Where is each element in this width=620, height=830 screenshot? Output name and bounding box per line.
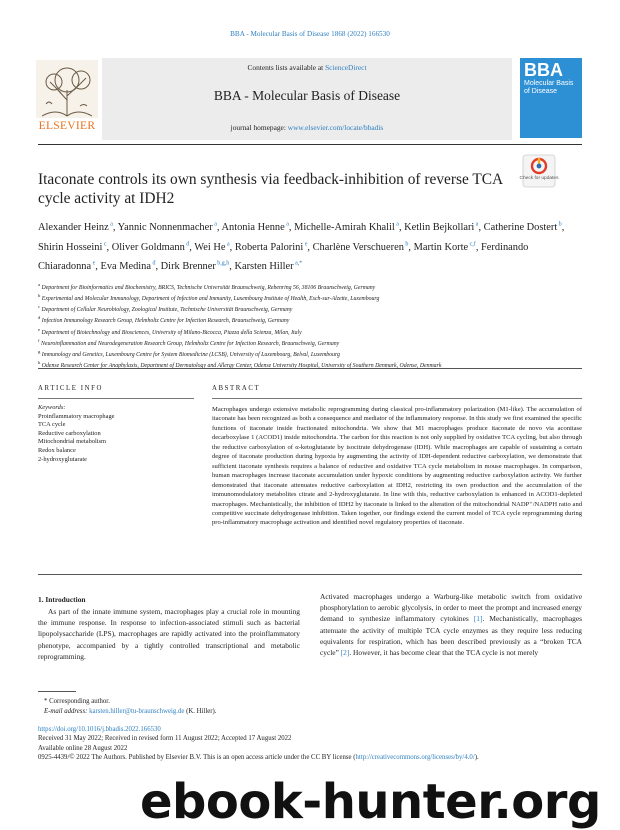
article-title: Itaconate controls its own synthesis via feedback-inhibition of reverse TCA cycle activity at IDH2: [38, 171, 503, 207]
author-name: Wei He: [194, 241, 226, 253]
citation-link-1[interactable]: [1]: [473, 614, 483, 624]
footnote-rule: [38, 691, 76, 692]
sciencedirect-link[interactable]: ScienceDirect: [325, 63, 367, 72]
author-name: Dirk Brenner: [160, 261, 216, 273]
keywords-block: [38, 404, 198, 464]
keyword-item: TCA cycle: [38, 421, 66, 429]
author-affiliation-marker[interactable]: a,*: [293, 260, 303, 267]
author-affiliation-marker[interactable]: d: [184, 241, 190, 248]
homepage-link[interactable]: www.elsevier.com/locate/bbadis: [287, 123, 384, 132]
corresponding-author-note: Corresponding author.: [49, 698, 110, 705]
abstract-bottom-rule: [38, 574, 582, 575]
received-dates: Received 31 May 2022; Received in revised form 11 August 2022; Accepted 17 August 2022: [38, 735, 292, 743]
keywords-list: [38, 413, 198, 465]
affiliation-item: [38, 281, 582, 292]
author-affiliation-marker[interactable]: b: [557, 222, 562, 228]
publication-info: [38, 725, 598, 763]
author-affiliation-marker[interactable]: a: [108, 222, 113, 228]
intro-col2-text-b: . Mechanistically, macrophages attenuate the activity of multiple TCA cycle enzymes as they require less reducing equivalents for respiration, which has been described previously as a “broken TCA cycle”: [320, 614, 582, 658]
author-affiliation-marker[interactable]: c,f: [468, 241, 476, 248]
affiliations: [38, 281, 582, 370]
affiliation-text: Odense Research Center for Anaphylaxis, Department of Dermatology and Allergy Center, Odense University Hospital, University of Southern Denmark, Odense, Denmark: [41, 362, 442, 369]
author-list: [38, 217, 582, 275]
author-entry: Antonia Henne $^a$,: [221, 222, 295, 234]
author-entry: Martin Korte $^{c,f}$,: [413, 241, 482, 253]
author-affiliation-marker[interactable]: a: [225, 241, 230, 248]
author-name: Eva Medina: [100, 261, 151, 273]
license-text-end: ).: [474, 754, 479, 762]
homepage-line: [102, 123, 512, 132]
keywords-label: Keywords:: [38, 404, 66, 411]
author-entry: Michelle-Amirah Khalil $^a$,: [294, 222, 405, 234]
author-entry: Oliver Goldmann $^d$,: [111, 241, 195, 253]
author-name: Antonia Henne: [221, 222, 285, 234]
affiliation-item: [38, 303, 582, 314]
email-link[interactable]: karsten.hiller@tu-braunschweig.de: [89, 707, 185, 715]
citation-link-2[interactable]: [2]: [340, 648, 350, 658]
affiliation-text: Infection Immunology Research Group, Helmholtz Centre for Infection Research, Braunschweig, Germany: [41, 318, 290, 325]
article-info-rule: [38, 398, 194, 399]
check-for-updates-label: Check for updates: [519, 176, 559, 181]
author-affiliation-marker[interactable]: d: [150, 260, 156, 267]
intro-column-2: [320, 591, 582, 658]
author-affiliation-marker[interactable]: a: [474, 222, 479, 228]
watermark: ebook-hunter.org: [140, 774, 601, 830]
elsevier-wordmark: ELSEVIER: [38, 120, 96, 132]
author-affiliation-marker[interactable]: c: [102, 241, 107, 248]
author-name: Oliver Goldmann: [111, 241, 185, 253]
author-entry: Dirk Brenner $^{b,g,h}$,: [160, 260, 235, 273]
affiliation-label: e: [38, 326, 41, 332]
email-suffix: (K. Hiller).: [184, 707, 217, 715]
author-entry: Roberta Palorini $^e$,: [234, 241, 313, 253]
author-name: Roberta Palorini: [234, 241, 304, 253]
affiliation-item: [38, 314, 582, 325]
article-info-heading: ARTICLE INFO: [38, 385, 104, 392]
affiliation-text: Department for Bioinformatics and Biochemistry, BRICS, Technische Universität Braunschweig, Rebenring 56, 38106 Braunschweig, Germany: [41, 284, 376, 291]
footnote: [44, 697, 217, 716]
author-entry: Charlène Verschueren $^b$,: [312, 241, 414, 253]
author-entry: Eva Medina $^d$,: [100, 260, 161, 273]
author-name: Shirin Hosseini: [38, 241, 103, 253]
journal-cover: [520, 58, 582, 138]
cover-subtitle: Molecular Basis of Disease: [524, 80, 574, 95]
author-entry: Catherine Dostert $^b$,: [483, 222, 565, 234]
abstract-rule: [212, 398, 582, 399]
author-entry: Ketlin Bejkollari $^a$,: [404, 222, 484, 234]
author-affiliation-marker[interactable]: a: [212, 222, 217, 228]
author-affiliation-marker[interactable]: e: [91, 260, 96, 267]
homepage-prefix: journal homepage:: [230, 123, 288, 132]
affiliation-label: f: [38, 337, 40, 343]
author-entry: Wei He $^a$,: [194, 241, 235, 253]
author-name: Ferdinando Chiaradonna: [38, 241, 529, 273]
author-affiliation-marker[interactable]: a: [284, 222, 289, 228]
keyword-item: Mitochondrial metabolism: [38, 438, 106, 446]
abstract-heading: ABSTRACT: [212, 385, 261, 392]
cover-title: BBA: [524, 60, 563, 80]
affiliation-item: [38, 326, 582, 337]
author-entry: [234, 261, 302, 272]
affiliation-item: [38, 292, 582, 303]
check-for-updates-icon[interactable]: [522, 154, 556, 188]
author-entry: Shirin Hosseini $^c$,: [38, 241, 112, 253]
affiliation-item: [38, 348, 582, 359]
intro-col2-text-c: . However, it has become clear that the TCA cycle is not merely: [349, 648, 539, 658]
author-name: Charlène Verschueren: [312, 241, 404, 253]
author-name: Catherine Dostert: [483, 222, 558, 234]
intro-column-1: As part of the innate immune system, macrophages play a crucial role in mounting the immune response. In response to infection-associated stimuli such as bacterial lipopolysaccharide (LPS), macrophages are rapidly activated into the proinflammatory phenotype, accompanied by a tightly controlled transcriptional and metabolic reprogramming.: [38, 607, 300, 661]
journal-name: BBA - Molecular Basis of Disease: [213, 88, 401, 103]
author-name: Karsten Hiller: [234, 261, 294, 273]
affiliation-text: Immunology and Genetics, Luxembourg Centre for System Biomedicine (LCSB), University of Luxembourg, Belval, Luxembourg: [41, 351, 340, 358]
keyword-item: Redox balance: [38, 446, 76, 454]
intro-col2-text-a: Activated macrophages undergo a Warburg-like metabolic switch from oxidative phosphorylation to aerobic glycolysis, in order to meet the prompt and increased energy demand to synthesize inflammatory cytokines: [320, 592, 582, 624]
author-entry: Ferdinando Chiaradonna $^e$,: [38, 241, 529, 273]
available-online: Available online 28 August 2022: [38, 744, 128, 752]
affiliation-label: b: [38, 293, 41, 299]
keyword-item: Proinflammatory macrophage: [38, 412, 115, 420]
asterisk-marker: *: [44, 698, 50, 705]
author-name: Yannic Nonnenmacher: [117, 222, 213, 234]
license-link[interactable]: http://creativecommons.org/licenses/by/4.0/: [355, 754, 475, 762]
author-name: Ketlin Bejkollari: [404, 222, 475, 234]
affiliation-label: h: [38, 359, 41, 365]
affiliation-text: Neuroinflammation and Neurodegeneration Research Group, Helmholtz Centre for Infection Research, Braunschweig, Germany: [41, 340, 340, 347]
author-name: Martin Korte: [413, 241, 469, 253]
section-rule: [38, 368, 582, 369]
header-rule: [38, 144, 582, 145]
author-entry: Yannic Nonnenmacher $^a$,: [117, 222, 222, 234]
affiliation-label: g: [38, 348, 41, 354]
abstract-text: Macrophages undergo extensive metabolic reprogramming during classical pro-inflammatory polarization (M1-like). The accumulation of itaconate has been recognized as both a consequence and mediator of the inflammatory response. In this study we first examined the specific functions of itaconate inside fractionated mitochondria. We show that M1 macrophages produce itaconate de novo via aconitase decarboxylase 1 (ACOD1) inside mitochondria. The carbon for this reaction is not only supplied by oxidative TCA cycling, but also through the reductive carboxylation of α-ketoglutarate by isocitrate dehydrogenase (IDH). While macrophages are capable of sustaining a certain degree of itaconate production during hypoxia by augmenting the activity of IDH-dependent reductive carboxylation, we demonstrate that sufficient itaconate synthesis requires a balance of reductive and oxidative TCA cycle metabolism in mouse macrophages. In comparison, human macrophages increase itaconate accumulation under hypoxic conditions by augmenting reductive carboxylation activity. We further demonstrated that itaconate attenuates reductive carboxylation at IDH2, restricting its own production and the accumulation of the immunomodulatory metabolites citrate and 2-hydroxyglutarate. In line with this, reductive carboxylation is enhanced in ACOD1-depleted macrophages. Mechanistically, the inhibition of IDH2 by itaconate is linked to the alteration of the mitochondrial NADP⁺/NADPH ratio and competitive succinate dehydrogenase inhibition. Taken together, our findings extend the current model of TCA cycle reprogramming during pro-inflammatory macrophage activation and identified novel regulatory properties of itaconate.: [212, 406, 582, 527]
author-name: Michelle-Amirah Khalil: [294, 222, 395, 234]
email-label: E-mail address:: [44, 707, 90, 715]
affiliation-text: Experimental and Molecular Immunology, Department of Infection and Immunity, Luxembourg Institute of Health, Esch-sur-Alzette, Luxembourg: [41, 296, 380, 303]
journal-reference[interactable]: BBA - Molecular Basis of Disease 1868 (2022) 166530: [230, 30, 390, 38]
author-affiliation-marker[interactable]: a: [394, 222, 399, 228]
contents-line: [102, 63, 512, 72]
author-affiliation-marker[interactable]: b: [403, 241, 409, 248]
affiliation-text: Department of Cellular Neurobiology, Zoological Institute, Technische Universität Braunschweig, Germany: [41, 307, 293, 314]
affiliation-label: d: [38, 315, 41, 321]
keyword-item: Reductive carboxylation: [38, 429, 101, 437]
author-name: Alexander Heinz: [38, 222, 109, 234]
affiliation-text: Department of Biotechnology and Biosciences, University of Milano-Bicocca, Piazza della Scienza, Milan, Italy: [41, 329, 302, 336]
introduction-heading: 1. Introduction: [38, 595, 86, 604]
license-text: 0925-4439/© 2022 The Authors. Published by Elsevier B.V. This is an open access article under the CC BY license (: [38, 754, 356, 762]
affiliation-item: [38, 337, 582, 348]
doi-link[interactable]: https://doi.org/10.1016/j.bbadis.2022.166530: [38, 726, 161, 733]
author-entry: Alexander Heinz $^a$,: [38, 222, 118, 234]
contents-prefix: Contents lists available at: [247, 63, 326, 72]
author-affiliation-marker[interactable]: e: [303, 241, 308, 248]
affiliation-label: c: [38, 304, 41, 310]
author-affiliation-marker[interactable]: b,g,h: [215, 260, 230, 267]
keyword-item: 2-hydroxyglutarate: [38, 455, 87, 463]
affiliation-label: a: [38, 282, 41, 287]
